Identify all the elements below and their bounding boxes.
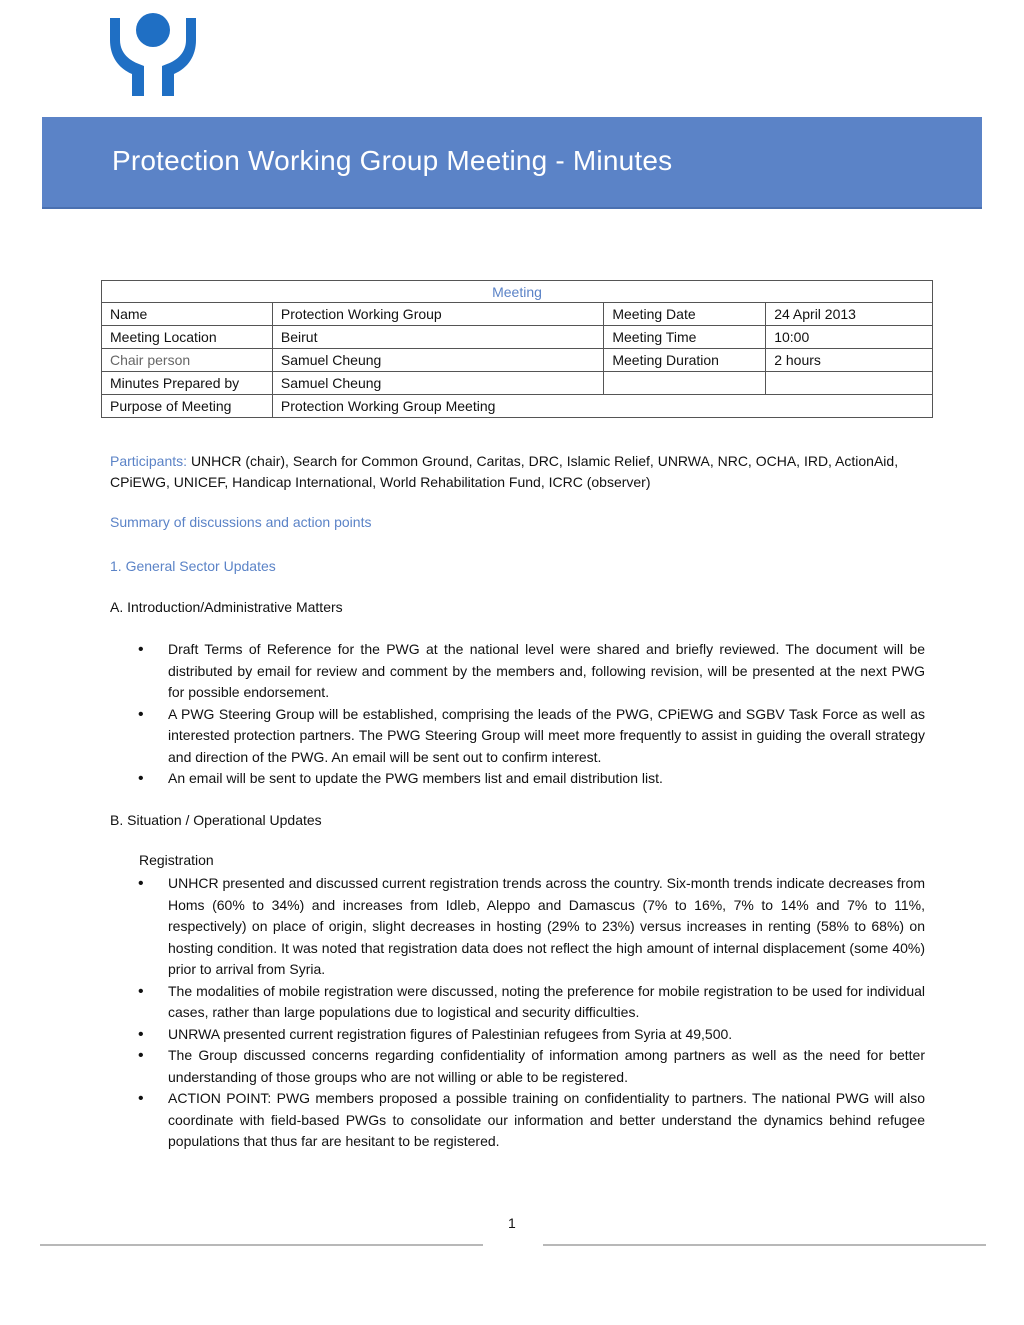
section-1-heading: 1. General Sector Updates [110, 558, 276, 574]
chair-label: Chair person [102, 349, 273, 372]
title-banner [42, 117, 982, 209]
name-value: Protection Working Group [272, 303, 603, 326]
section-b-list [138, 873, 925, 1153]
table-caption: Meeting [102, 281, 933, 303]
page-number: 1 [508, 1215, 516, 1231]
meeting-time-value: 10:00 [766, 326, 933, 349]
footer-divider [40, 1244, 483, 1246]
list-item: • A PWG Steering Group will be established, comprising the leads of the PWG, CPiEWG and SGBV Task Force as well as interested protection partners. The PWG Steering Group will meet more frequently to assist in guiding the overall strategy and direction of the PWG. An email will be sent out to confirm interest. [138, 704, 925, 769]
section-a-list [138, 639, 925, 790]
name-label: Name [102, 303, 273, 326]
chair-value: Samuel Cheung [272, 349, 603, 372]
table-row [102, 349, 933, 372]
registration-subheading: Registration [139, 852, 214, 868]
list-item: • The modalities of mobile registration were discussed, noting the preference for mobile registration to be used for individual cases, rather than large populations due to logistical and security difficulties. [138, 981, 925, 1024]
list-item: • The Group discussed concerns regarding confidentiality of information among partners as well as the need for better understanding of those groups who are not willing or able to be registered. [138, 1045, 925, 1088]
page-title: Protection Working Group Meeting - Minutes [112, 145, 673, 176]
duration-value: 2 hours [766, 349, 933, 372]
table-row [102, 372, 933, 395]
participants-label: Participants: [110, 453, 188, 469]
duration-label: Meeting Duration [604, 349, 766, 372]
unhcr-hands-logo-icon [106, 12, 200, 96]
meeting-time-label: Meeting Time [604, 326, 766, 349]
list-item: • ACTION POINT: PWG members proposed a possible training on confidentiality to partners. The national PWG will also coordinate with field-based PWGs to consolidate our information and better understand the dynamics behind refugee populations that thus far are hesitant to be registered. [138, 1088, 925, 1153]
summary-heading: Summary of discussions and action points [110, 514, 372, 530]
prepared-by-value: Samuel Cheung [272, 372, 603, 395]
list-item: • An email will be sent to update the PWG members list and email distribution list. [138, 768, 925, 790]
table-row [102, 326, 933, 349]
location-label: Meeting Location [102, 326, 273, 349]
table-row [102, 395, 933, 418]
section-a-heading: A. Introduction/Administrative Matters [110, 599, 343, 615]
meeting-date-value: 24 April 2013 [766, 303, 933, 326]
list-item: • UNHCR presented and discussed current registration trends across the country. Six-month trends indicate decreases from Homs (60% to 34%) and increases from Idleb, Aleppo and Damascus (7% to 16%, 7% to 14% and 7% to 11%, respectively) on place of origin, slight decreases in hosting (29% to 23%) versus increases in renting (58% to 68%) on hosting condition. It was noted that registration data does not reflect the high amount of internal displacement (some 40%) prior to arrival from Syria. [138, 873, 925, 981]
empty-cell [766, 372, 933, 395]
table-row [102, 303, 933, 326]
footer-divider [543, 1244, 986, 1246]
location-value: Beirut [272, 326, 603, 349]
participants-paragraph [110, 451, 925, 493]
list-item: • UNRWA presented current registration figures of Palestinian refugees from Syria at 49,500. [138, 1024, 925, 1046]
empty-cell [604, 372, 766, 395]
prepared-by-label: Minutes Prepared by [102, 372, 273, 395]
purpose-value: Protection Working Group Meeting [272, 395, 932, 418]
meeting-date-label: Meeting Date [604, 303, 766, 326]
purpose-label: Purpose of Meeting [102, 395, 273, 418]
meeting-info-table [101, 280, 933, 418]
list-item: • Draft Terms of Reference for the PWG at the national level were shared and briefly reviewed. The document will be distributed by email for review and comment by the members and, following revision, will be presented at the next PWG for possible endorsement. [138, 639, 925, 704]
section-b-heading: B. Situation / Operational Updates [110, 812, 322, 828]
participants-list: UNHCR (chair), Search for Common Ground, Caritas, DRC, Islamic Relief, UNRWA, NRC, OCHA, IRD, ActionAid, CPiEWG, UNICEF, Handicap International, World Rehabilitation Fund, ICRC (observer) [110, 453, 899, 490]
